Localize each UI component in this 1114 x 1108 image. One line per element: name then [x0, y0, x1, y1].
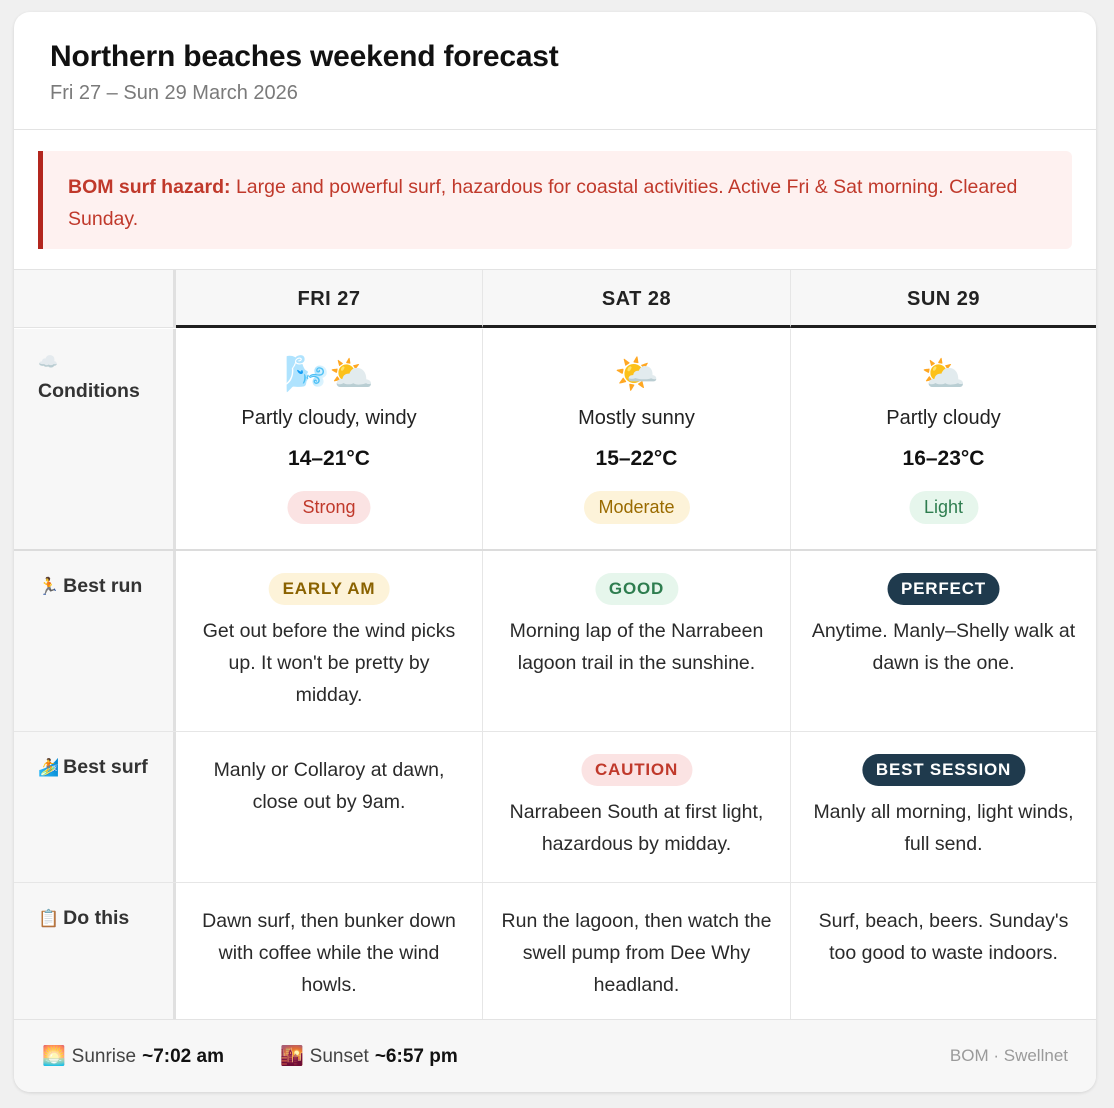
day-header-sat: SAT 28: [483, 270, 791, 328]
card-header: [14, 12, 1096, 130]
do-text: Dawn surf, then bunker down with coffee while the wind howls.: [202, 910, 456, 996]
conditions-row: [14, 329, 1096, 551]
wind-badge: Moderate: [583, 491, 689, 524]
surf-text: Manly or Collaroy at dawn, close out by 9am.: [213, 759, 445, 813]
do-this-row: [14, 883, 1096, 1020]
do-fri: [176, 883, 483, 1020]
surf-text: Manly all morning, light winds, full send.: [813, 801, 1074, 855]
date-range: Fri 27 – Sun 29 March 2026: [50, 82, 298, 104]
alert-label: BOM surf hazard:: [68, 176, 231, 198]
wind-badge: Light: [909, 491, 978, 524]
do-label-cell: [14, 883, 176, 1020]
card-footer: [14, 1019, 1096, 1092]
sunset-label: Sunset: [309, 1046, 369, 1067]
do-text: Surf, beach, beers. Sunday's too good to waste indoors.: [818, 910, 1069, 964]
row-label-conditions: Conditions: [38, 380, 140, 402]
sunrise-info: [42, 1044, 224, 1068]
conditions-label-cell: [14, 329, 176, 549]
surf-label-cell: [14, 732, 176, 882]
surf-badge: CAUTION: [581, 754, 692, 786]
sun-cloud-icon: 🌤️: [614, 353, 659, 394]
temp-range: 15–22°C: [595, 447, 678, 470]
row-label-surf: Best surf: [63, 756, 148, 778]
wind-badge: Strong: [287, 491, 370, 524]
day-header-fri: FRI 27: [176, 270, 483, 328]
run-badge: PERFECT: [887, 573, 1000, 605]
best-surf-row: [14, 732, 1096, 883]
forecast-grid: [14, 269, 1096, 1020]
temp-range: 14–21°C: [288, 447, 370, 470]
day-header-row: [14, 270, 1096, 328]
day-header-sun: SUN 29: [791, 270, 1096, 328]
wind-cloud-icon: 🌬️⛅: [284, 353, 374, 394]
source-credit: BOM · Swellnet: [949, 1046, 1068, 1065]
condition-text: Partly cloudy, windy: [241, 407, 417, 429]
alert-text: Large and powerful surf, hazardous for coastal activities. Active Fri & Sat morning. Cleared Sunday.: [68, 176, 1018, 230]
surf-text: Narrabeen South at first light, hazardous by midday.: [509, 801, 764, 855]
surfer-icon: 🏄: [38, 758, 60, 777]
run-text: Get out before the wind picks up. It won't be pretty by midday.: [202, 620, 456, 706]
sunset-time: ~6:57 pm: [374, 1046, 458, 1067]
corner-cell: [14, 270, 176, 328]
run-badge: GOOD: [595, 573, 678, 605]
partly-cloudy-icon: ⛅: [921, 353, 966, 394]
sunrise-label: Sunrise: [71, 1046, 137, 1067]
do-text: Run the lagoon, then watch the swell pump from Dee Why headland.: [501, 910, 772, 996]
run-text: Morning lap of the Narrabeen lagoon trail in the sunshine.: [509, 620, 764, 674]
conditions-sun: [791, 329, 1096, 549]
do-sun: [791, 883, 1096, 1020]
surf-hazard-alert: [38, 151, 1072, 249]
sunset-icon: 🌇: [280, 1046, 304, 1067]
row-label-do: Do this: [63, 907, 130, 929]
best-run-row: [14, 551, 1096, 732]
conditions-fri: [176, 329, 483, 549]
condition-text: Partly cloudy: [886, 407, 1001, 429]
surf-sat: [483, 732, 791, 882]
run-text: Anytime. Manly–Shelly walk at dawn is the one.: [811, 620, 1076, 674]
run-fri: [176, 551, 483, 731]
cloud-icon: ☁️: [38, 354, 58, 371]
surf-sun: [791, 732, 1096, 882]
conditions-sat: [483, 329, 791, 549]
run-label-cell: [14, 551, 176, 731]
forecast-card: [14, 12, 1096, 1092]
do-sat: [483, 883, 791, 1020]
condition-text: Mostly sunny: [578, 407, 695, 429]
run-sat: [483, 551, 791, 731]
surf-badge: BEST SESSION: [862, 754, 1025, 786]
sunrise-icon: 🌅: [42, 1046, 66, 1067]
sunrise-time: ~7:02 am: [142, 1046, 224, 1067]
sunset-info: [280, 1044, 458, 1068]
run-badge: EARLY AM: [269, 573, 390, 605]
surf-fri: [176, 732, 483, 882]
runner-icon: 🏃: [38, 577, 60, 596]
row-label-run: Best run: [63, 575, 143, 597]
run-sun: [791, 551, 1096, 731]
page-title: Northern beaches weekend forecast: [50, 40, 559, 73]
temp-range: 16–23°C: [902, 447, 985, 470]
clipboard-icon: 📋: [38, 909, 60, 928]
